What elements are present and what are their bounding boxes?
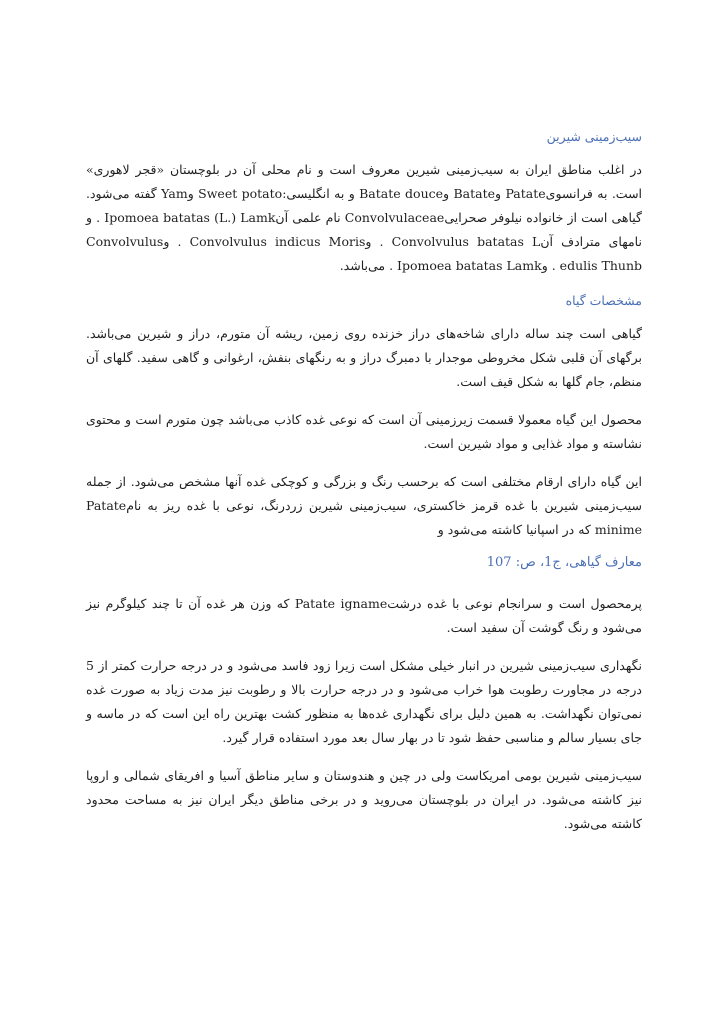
storage-paragraph: نگهداری سیب‌زمینی شیرین در انبار خیلی مشکل است زیرا زود فاسد می‌شود و در درجه حرارت کمتر از 5 درجه در مجاورت رطوبت هوا خراب می‌شود و در درجه حرارت بالا و رطوبت نیز مدت زیاد به صورت غده نمی‌توان نگهداشت. به همین دلیل برای نگهداری غده‌ها به منظور کشت بهترین راه این است که در ماسه و جای بسیار سالم و مناسبی حفظ شود تا در بهار سال بعد مورد استفاده قرار گیرد. [86,658,642,745]
section-heading: مشخصات گیاه [565,293,642,308]
description-paragraph: گیاهی است چند ساله دارای شاخه‌های دراز خزنده روی زمین، ریشه آن متورم، دراز و شیرین می‌باشد. برگهای آن قلبی شکل مخروطی موجدار با دمبرگ دراز و به رنگهای بنفش، ارغوانی و گاهی سفید. گلهای آن منظم، جام گلها به شکل قیف است. [86,326,642,389]
product-paragraph: محصول این گیاه معمولا قسمت زیرزمینی آن است که نوعی غده کاذب می‌باشد چون متورم است و محتوی نشاسته و مواد غذایی و مواد شیرین است. [86,412,642,451]
intro-paragraph: در اغلب مناطق ایران به سیب‌زمینی شیرین معروف است و نام محلی آن در بلوچستان «قجر لاهوری» است. به فرانسویPatate وBatate وBatate douce و به انگلیسی:Sweet potato وYam گفته می‌شود. گیاهی است از خانواده نیلوفر صحراییConvolvulaceae نام علمی آنIpomoea batatas (L.) Lamk . و نامهای مترادف آنConvolvulus batatas L . وConvolvulus indicus Moris . وConvolvulus edulis Thunb . وIpomoea batatas Lamk . می‌باشد. [86,162,643,273]
source-reference: معارف گیاهی، ج1، ص: 107 [486,555,642,570]
document-page [86,128,642,850]
continuation-paragraph: پرمحصول است و سرانجام نوعی با غده درشتPatate igname که وزن هر غده آن تا چند کیلوگرم نیز می‌شود و رنگ گوشت آن سفید است. [86,596,642,635]
distribution-paragraph: سیب‌زمینی شیرین بومی امریکاست ولی در چین و هندوستان و سایر مناطق آسیا و افریقای شمالی و اروپا نیز کاشته می‌شود. در ایران در بلوچستان می‌روید و در برخی مناطق دیگر ایران نیز به مساحت محدود کاشته می‌شود. [86,768,642,831]
varieties-paragraph: این گیاه دارای ارقام مختلفی است که برحسب رنگ و بزرگی و کوچکی غده آنها مشخص می‌شود. از جمله سیب‌زمینی شیرین با غده قرمز خاکستری، سیب‌زمینی شیرین زردرنگ، نوعی با غده ریز به نامPatate minime که در اسپانیا کاشته می‌شود و [86,474,642,537]
document-title: سیب‌زمینی شیرین [546,129,642,144]
